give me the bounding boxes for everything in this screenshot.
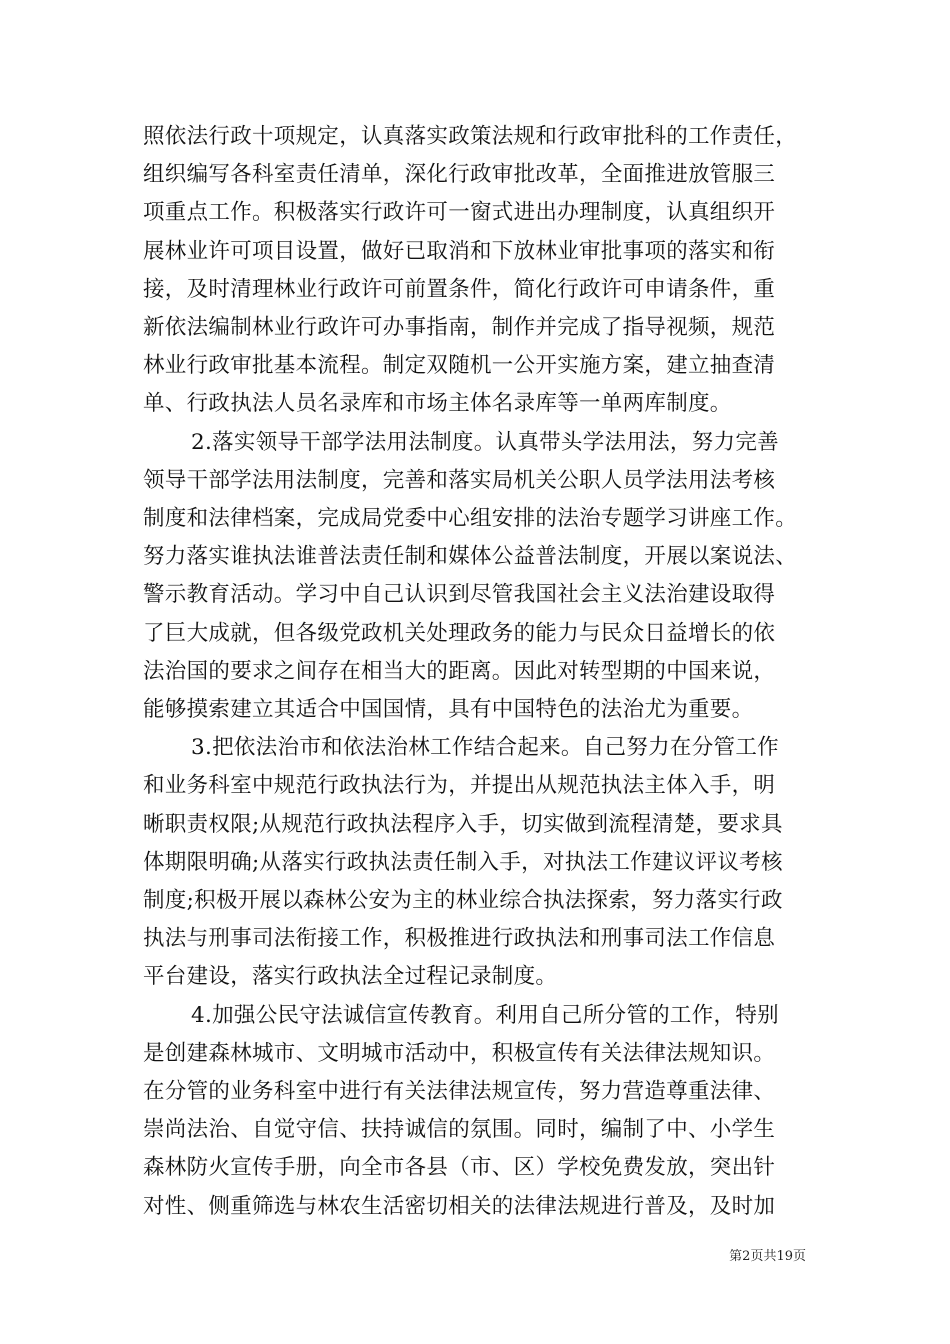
text-line: 制度;积极开展以森林公安为主的林业综合执法探索，努力落实行政 bbox=[143, 888, 783, 914]
document-body bbox=[143, 118, 813, 1226]
text-line: 努力落实谁执法谁普法责任制和媒体公益普法制度，开展以案说法、 bbox=[143, 544, 798, 570]
text-line: 3.把依法治市和依法治林工作结合起来。自己努力在分管工作 bbox=[191, 735, 779, 761]
text-line: 4.加强公民守法诚信宣传教育。利用自己所分管的工作，特别 bbox=[191, 1002, 779, 1028]
text-line: 在分管的业务科室中进行有关法律法规宣传，努力营造尊重法律、 bbox=[143, 1079, 776, 1105]
text-line: 了巨大成就，但各级党政机关处理政务的能力与民众日益增长的依 bbox=[143, 620, 776, 646]
paragraph-1 bbox=[143, 118, 813, 424]
text-line: 新依法编制林业行政许可办事指南，制作并完成了指导视频，规范 bbox=[143, 315, 776, 341]
text-line: 法治国的要求之间存在相当大的距离。因此对转型期的中国来说， bbox=[143, 658, 776, 684]
text-line: 制度和法律档案，完成局党委中心组安排的法治专题学习讲座工作。 bbox=[143, 506, 798, 532]
paragraph-3 bbox=[143, 729, 813, 996]
text-line: 照依法行政十项规定，认真落实政策法规和行政审批科的工作责任， bbox=[143, 124, 798, 149]
text-line: 单、行政执法人员名录库和市场主体名录库等一单两库制度。 bbox=[143, 391, 732, 417]
text-line: 展林业许可项目设置，做好已取消和下放林业审批事项的落实和衔 bbox=[143, 238, 776, 264]
text-line: 体期限明确;从落实行政执法责任制入手，对执法工作建议评议考核 bbox=[143, 849, 783, 875]
text-line: 领导干部学法用法制度，完善和落实局机关公职人员学法用法考核 bbox=[143, 467, 776, 493]
text-line: 项重点工作。积极落实行政许可一窗式进出办理制度，认真组织开 bbox=[143, 200, 776, 226]
text-line: 执法与刑事司法衔接工作，积极推进行政执法和刑事司法工作信息 bbox=[143, 926, 776, 952]
text-line: 林业行政审批基本流程。制定双随机一公开实施方案，建立抽查清 bbox=[143, 353, 776, 379]
text-line: 是创建森林城市、文明城市活动中，积极宣传有关法律法规知识。 bbox=[143, 1040, 776, 1066]
text-line: 崇尚法治、自觉守信、扶持诚信的氛围。同时，编制了中、小学生 bbox=[143, 1117, 776, 1143]
text-line: 对性、侧重筛选与林农生活密切相关的法律法规进行普及，及时加 bbox=[143, 1193, 776, 1219]
text-line: 晰职责权限;从规范行政执法程序入手，切实做到流程清楚，要求具 bbox=[143, 811, 783, 837]
paragraph-2 bbox=[143, 424, 813, 730]
text-line: 2.落实领导干部学法用法制度。认真带头学法用法，努力完善 bbox=[191, 429, 779, 455]
text-line: 能够摸索建立其适合中国国情，具有中国特色的法治尤为重要。 bbox=[143, 697, 754, 723]
text-line: 接，及时清理林业行政许可前置条件，简化行政许可申请条件，重 bbox=[143, 276, 776, 302]
text-line: 森林防火宣传手册，向全市各县（市、区）学校免费发放，突出针 bbox=[143, 1155, 776, 1181]
text-line: 和业务科室中规范行政执法行为，并提出从规范执法主体入手，明 bbox=[143, 773, 776, 799]
paragraph-4 bbox=[143, 997, 813, 1226]
text-line: 组织编写各科室责任清单，深化行政审批改革，全面推进放管服三 bbox=[143, 162, 776, 188]
text-line: 平台建设，落实行政执法全过程记录制度。 bbox=[143, 964, 558, 990]
text-line: 警示教育活动。学习中自己认识到尽管我国社会主义法治建设取得 bbox=[143, 582, 776, 608]
page-number-footer: 第2页共19页 bbox=[729, 1249, 806, 1264]
